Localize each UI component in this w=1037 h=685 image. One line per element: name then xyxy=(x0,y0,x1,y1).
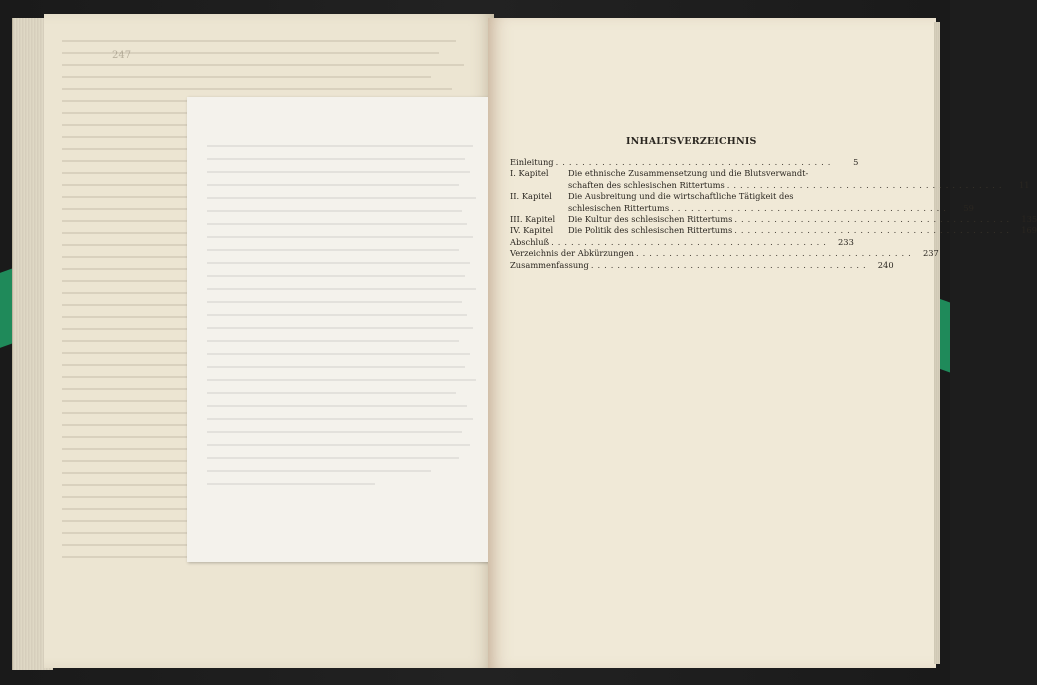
toc-label: Einleitung xyxy=(510,157,554,167)
toc-label: Die Politik des schlesischen Rittertums xyxy=(568,225,733,236)
toc-label: Verzeichnis der Abkürzungen xyxy=(510,248,635,259)
table-of-contents xyxy=(510,157,1037,271)
toc-chapter: IV. Kapitel xyxy=(510,225,554,236)
toc-label: Abschluß xyxy=(510,236,550,247)
toc-chapter: III. Kapitel xyxy=(510,214,556,225)
toc-label: Die ethnische Zusammensetzung und die Blutsverwandt- xyxy=(568,168,809,179)
toc-entry xyxy=(510,236,854,248)
toc-page-number: 135 xyxy=(1021,214,1037,225)
toc-chapter: I. Kapitel xyxy=(510,168,549,179)
toc-page-number: 233 xyxy=(838,236,854,247)
toc-label: schaften des schlesischen Rittertums xyxy=(568,179,725,190)
toc-entry xyxy=(510,191,840,202)
toc-leader-dots: .......................................... xyxy=(734,225,1014,236)
toc-leader-dots: .......................................... xyxy=(551,236,830,247)
toc-entry-continuation xyxy=(510,202,974,214)
right-page xyxy=(488,18,936,668)
toc-page-number: 237 xyxy=(922,248,939,259)
toc-entry xyxy=(510,248,939,259)
toc-leader-dots: .......................................... xyxy=(590,259,870,270)
toc-chapter: II. Kapitel xyxy=(510,191,552,202)
toc-leader-dots: .......................................... xyxy=(671,202,950,213)
toc-entry xyxy=(510,157,859,168)
toc-label: Zusammenfassung xyxy=(510,259,589,270)
toc-label: Die Kultur des schlesischen Rittertums xyxy=(568,214,733,225)
toc-entry xyxy=(510,214,1037,225)
toc-entry xyxy=(510,168,840,179)
toc-page-number: 169 xyxy=(1021,225,1037,236)
slip-bleed-through-table xyxy=(207,145,487,545)
toc-page-number: 59 xyxy=(963,202,974,213)
toc-page-number: 240 xyxy=(877,259,894,270)
toc-leader-dots: .......................................... xyxy=(734,214,1014,225)
toc-page-number: 11 xyxy=(1018,179,1030,190)
toc-leader-dots: .......................................... xyxy=(636,248,915,259)
toc-label: schlesischen Rittertums xyxy=(568,202,670,213)
left-page-number: 247 xyxy=(112,50,132,61)
toc-entry xyxy=(510,259,894,271)
toc-entry-continuation xyxy=(510,179,1030,191)
toc-page-number: 5 xyxy=(853,157,859,167)
toc-leader-dots: .......................................... xyxy=(726,179,1006,190)
right-page-edges xyxy=(934,22,940,664)
paper-slip xyxy=(187,97,504,562)
toc-leader-dots: .......................................... xyxy=(555,157,835,167)
toc-entry xyxy=(510,225,1037,236)
toc-label: Die Ausbreitung und die wirtschaftliche Tätigkeit des xyxy=(568,191,794,202)
toc-title: INHALTSVERZEICHNIS xyxy=(626,136,757,147)
